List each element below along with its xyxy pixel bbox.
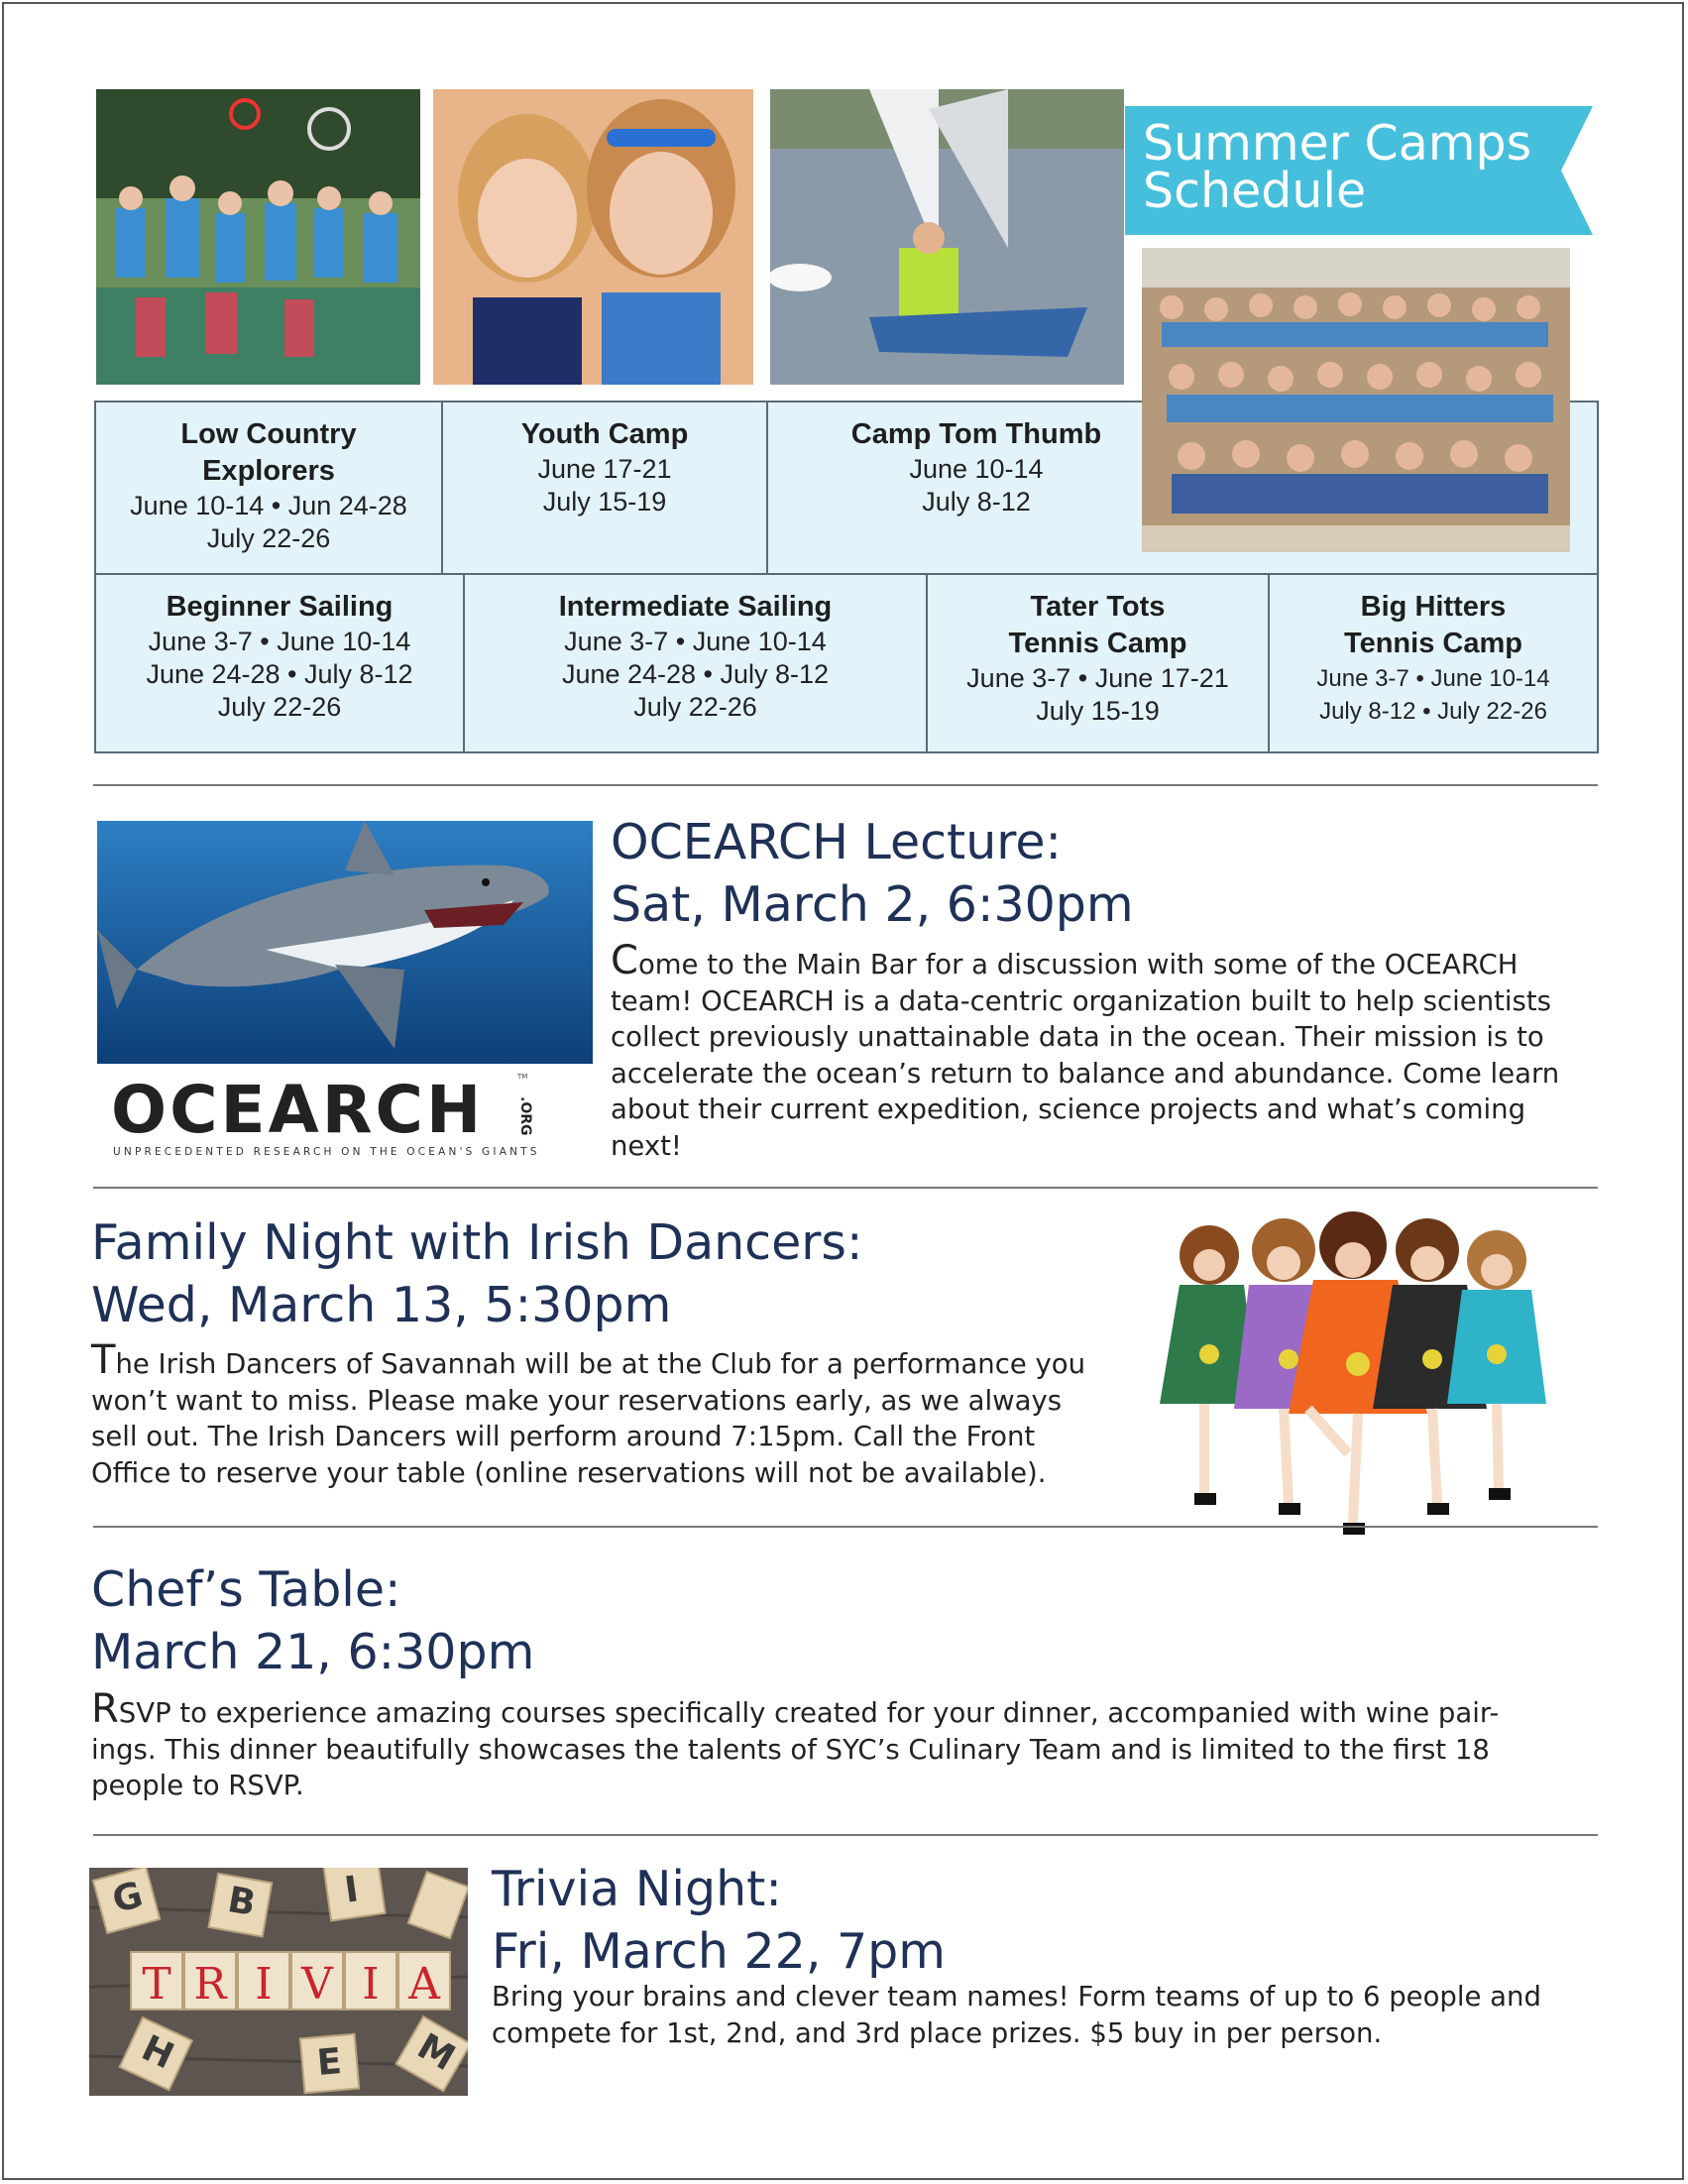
camp-tater-tots-tennis — [926, 573, 1270, 753]
camp-dates: June 3-7 • June 10-14 July 8-12 • July 22-26 — [1316, 665, 1550, 725]
drop-cap: T — [91, 1337, 116, 1383]
tile-letter: A — [408, 1959, 440, 2010]
tennis-kids-photo — [96, 89, 420, 385]
camp-name: Intermediate Sailing — [558, 591, 833, 623]
camp-dates: June 10-14 July 8-12 — [909, 454, 1044, 517]
camp-group-photo-overlay — [1142, 248, 1570, 552]
section-divider — [93, 1187, 1598, 1189]
chef-title: Chef’s Table: March 21, 6:30pm — [91, 1561, 535, 1680]
camp-big-hitters-tennis — [1268, 573, 1599, 753]
camp-dates: June 10-14 • Jun 24-28 July 22-26 — [130, 491, 407, 553]
tile-letter: I — [362, 1959, 380, 2010]
trivia-description: Bring your brains and clever team names! Form teams of up to 6 people and compete for 1st, 2nd, and 3rd place prizes. $5 buy in per person. — [492, 1981, 1541, 2049]
section-divider — [93, 1834, 1598, 1836]
banner-title-line1: Summer Camps — [1143, 115, 1532, 172]
tile-letter: V — [301, 1959, 333, 2010]
trivia-title: Trivia Night: Fri, March 22, 7pm — [492, 1861, 946, 1980]
camp-low-country-explorers — [94, 401, 443, 575]
swim-girls-photo — [433, 89, 753, 385]
ocearch-logo-tm: TM — [517, 1073, 528, 1081]
camp-name: Youth Camp — [520, 418, 689, 450]
drop-cap: C — [611, 938, 638, 983]
ocearch-logo-word: OCEARCH — [111, 1072, 485, 1148]
ocearch-title: OCEARCH Lecture: Sat, March 2, 6:30pm — [611, 814, 1134, 933]
camp-dates: June 3-7 • June 10-14 June 24-28 • July 8-12 July 22-26 — [146, 627, 413, 722]
ocearch-logo-org: .ORG — [517, 1096, 533, 1136]
ocearch-logo-tagline: UNPRECEDENTED RESEARCH ON THE OCEAN'S GIANTS — [113, 1146, 540, 1158]
camp-name: Beginner Sailing — [166, 591, 394, 623]
tile-letter: R — [193, 1959, 227, 2010]
camp-name: Camp Tom Thumb — [850, 418, 1102, 450]
banner-title-line2: Schedule — [1143, 163, 1367, 219]
tile-letter: I — [255, 1959, 273, 2010]
camp-name: Low Country Explorers — [180, 418, 357, 487]
trivia-scatter-letters: G B I H E M — [108, 1869, 462, 2084]
camp-youth-camp — [441, 401, 768, 575]
camp-dates: June 17-21 July 15-19 — [537, 454, 672, 517]
tile-letter: T — [142, 1959, 171, 2010]
summer-camps-banner — [1125, 106, 1593, 235]
irish-title: Family Night with Irish Dancers: Wed, March 13, 5:30pm — [91, 1214, 863, 1333]
camp-dates: June 3-7 • June 10-14 June 24-28 • July 8-12 July 22-26 — [561, 627, 830, 722]
camp-name: Big Hitters Tennis Camp — [1344, 591, 1522, 659]
chef-description: RSVP to experience amazing courses specifically created for your dinner, accompanied with wine pair- ings. This dinner beautifully showcases the talents of SYC’s Culinary Team and is limited to the first 18 people to RSVP. — [91, 1686, 1500, 1801]
ocearch-description: Come to the Main Bar for a discussion with some of the OCEARCH team! OCEARCH is a data-centric organization built to help scientists collect previously unattainable data in the ocean. Their mission is to accelerate the ocean’s return to balance and abundance. Come learn about their current expedition, science projects and what’s coming next! — [611, 938, 1560, 1162]
irish-dancers-photo — [1150, 1206, 1551, 1557]
camp-dates: June 3-7 • June 17-21 July 15-19 — [966, 663, 1229, 726]
camp-intermediate-sailing — [463, 573, 928, 753]
ocearch-logo — [111, 1072, 567, 1168]
drop-cap: R — [91, 1686, 119, 1732]
camp-name: Tater Tots Tennis Camp — [1008, 591, 1187, 659]
section-divider — [93, 784, 1598, 786]
sailing-boy-photo — [770, 89, 1124, 385]
irish-description: The Irish Dancers of Savannah will be at the Club for a performance you won’t want to miss. Please make your reservations early, as we always sell out. The Irish Dancers will perform around 7:15pm. Call the Front Office to reserve your table (online reservations will not be available). — [91, 1337, 1086, 1489]
camp-beginner-sailing — [94, 573, 465, 753]
shark-photo — [97, 821, 593, 1064]
section-divider — [93, 1526, 1598, 1528]
